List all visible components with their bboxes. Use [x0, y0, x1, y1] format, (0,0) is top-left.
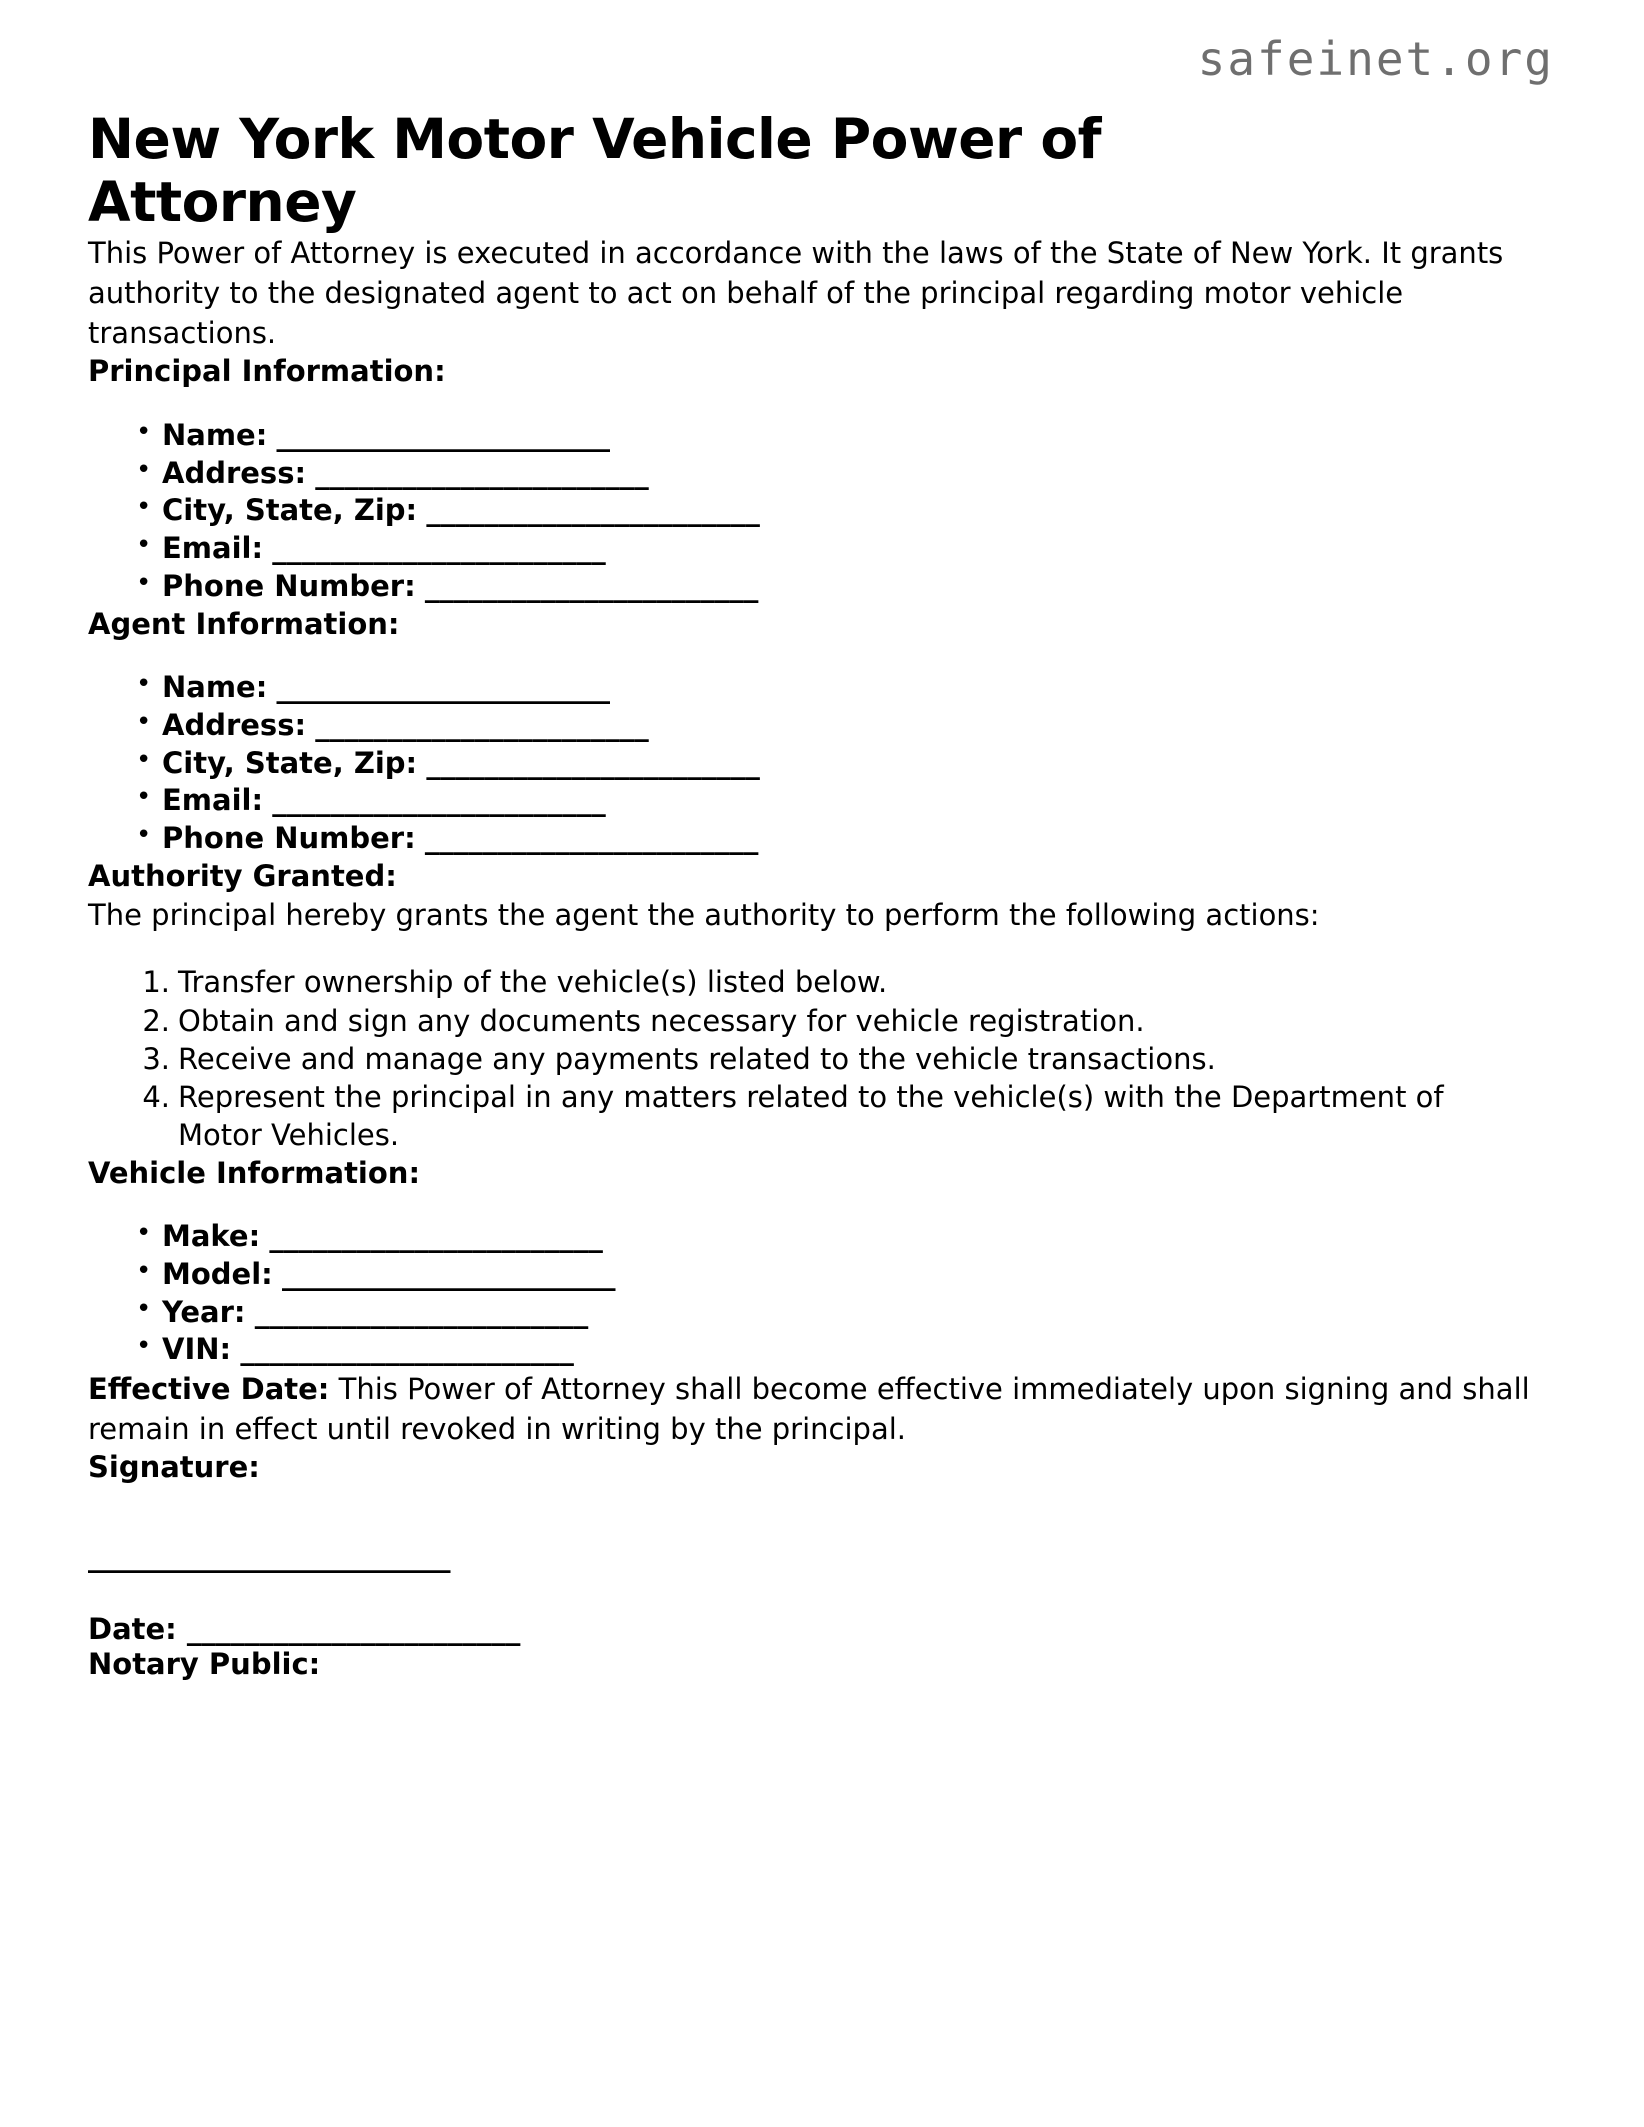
field-blank[interactable]: _______________________: [272, 783, 606, 818]
agent-information-fields: [88, 669, 1552, 857]
date-blank[interactable]: _______________________: [186, 1611, 521, 1646]
field-row: [136, 530, 1552, 568]
field-label: Name:: [162, 670, 268, 705]
field-label: Phone Number:: [162, 568, 416, 603]
notary-public-heading: Notary Public:: [88, 1647, 321, 1682]
field-row: [136, 1256, 1552, 1294]
effective-date-text: This Power of Attorney shall become effective immediately upon signing and shall remain in effect until revoked in writing by the principal.: [88, 1372, 1530, 1447]
field-row: [136, 455, 1552, 493]
field-blank[interactable]: _______________________: [276, 670, 611, 705]
field-row: [136, 492, 1552, 530]
field-label: Make:: [162, 1219, 261, 1254]
field-row: [136, 707, 1552, 745]
authority-intro-paragraph: The principal hereby grants the agent the authority to perform the following actions:: [88, 898, 1320, 933]
field-label: Model:: [162, 1257, 273, 1292]
field-label: VIN:: [162, 1332, 232, 1367]
principal-information-fields: [88, 417, 1552, 605]
effective-date-paragraph: [88, 1369, 1538, 1449]
field-blank[interactable]: _______________________: [315, 707, 649, 742]
field-blank[interactable]: _______________________: [424, 568, 759, 603]
field-label: Email:: [162, 783, 264, 818]
field-label: Name:: [162, 418, 268, 453]
field-blank[interactable]: _______________________: [254, 1294, 589, 1329]
field-blank[interactable]: _______________________: [424, 820, 759, 855]
field-blank[interactable]: _______________________: [240, 1332, 574, 1367]
field-label: Address:: [162, 455, 307, 490]
field-row: [136, 782, 1552, 820]
field-row: [136, 745, 1552, 783]
list-item: Receive and manage any payments related to the vehicle transactions.: [178, 1041, 1216, 1076]
date-row: [88, 1612, 1552, 1647]
field-row: [136, 1331, 1552, 1369]
authority-granted-heading: Authority Granted:: [88, 858, 397, 893]
list-item: Represent the principal in any matters related to the vehicle(s) with the Department of Motor Vehicles.: [178, 1080, 1444, 1153]
field-label: Email:: [162, 531, 264, 566]
field-blank[interactable]: _______________________: [276, 418, 611, 453]
field-label: Year:: [162, 1294, 246, 1329]
field-label: Phone Number:: [162, 820, 416, 855]
effective-date-label: Effective Date:: [88, 1372, 330, 1407]
list-item: Obtain and sign any documents necessary for vehicle registration.: [178, 1003, 1145, 1038]
field-blank[interactable]: _______________________: [315, 455, 649, 490]
intro-paragraph: This Power of Attorney is executed in accordance with the laws of the State of New York. It grants authority to the designated agent to act on behalf of the principal regarding motor vehicle transactions.: [88, 236, 1504, 351]
field-label: City, State, Zip:: [162, 745, 418, 780]
field-row: [136, 820, 1552, 858]
field-label: Address:: [162, 707, 307, 742]
field-row: [136, 669, 1552, 707]
authority-items-list: [88, 963, 1552, 1154]
list-item: Transfer ownership of the vehicle(s) listed below.: [178, 965, 888, 1000]
page-title: New York Motor Vehicle Power of Attorney: [88, 107, 1102, 234]
field-blank[interactable]: _______________________: [272, 531, 606, 566]
signature-heading: Signature:: [88, 1450, 260, 1485]
site-watermark: safeinet.org: [1197, 32, 1554, 86]
field-blank[interactable]: _______________________: [426, 493, 760, 528]
field-row: [136, 417, 1552, 455]
signature-blank-line[interactable]: _________________________: [88, 1538, 451, 1573]
field-blank[interactable]: _______________________: [426, 745, 760, 780]
field-label: City, State, Zip:: [162, 493, 418, 528]
field-blank[interactable]: _______________________: [269, 1219, 603, 1254]
agent-information-heading: Agent Information:: [88, 606, 400, 641]
field-row: [136, 568, 1552, 606]
field-row: [136, 1218, 1552, 1256]
date-label: Date:: [88, 1611, 177, 1646]
field-row: [136, 1294, 1552, 1332]
vehicle-information-heading: Vehicle Information:: [88, 1155, 421, 1190]
field-blank[interactable]: _______________________: [281, 1257, 616, 1292]
principal-information-heading: Principal Information:: [88, 354, 446, 389]
vehicle-information-fields: [88, 1218, 1552, 1369]
